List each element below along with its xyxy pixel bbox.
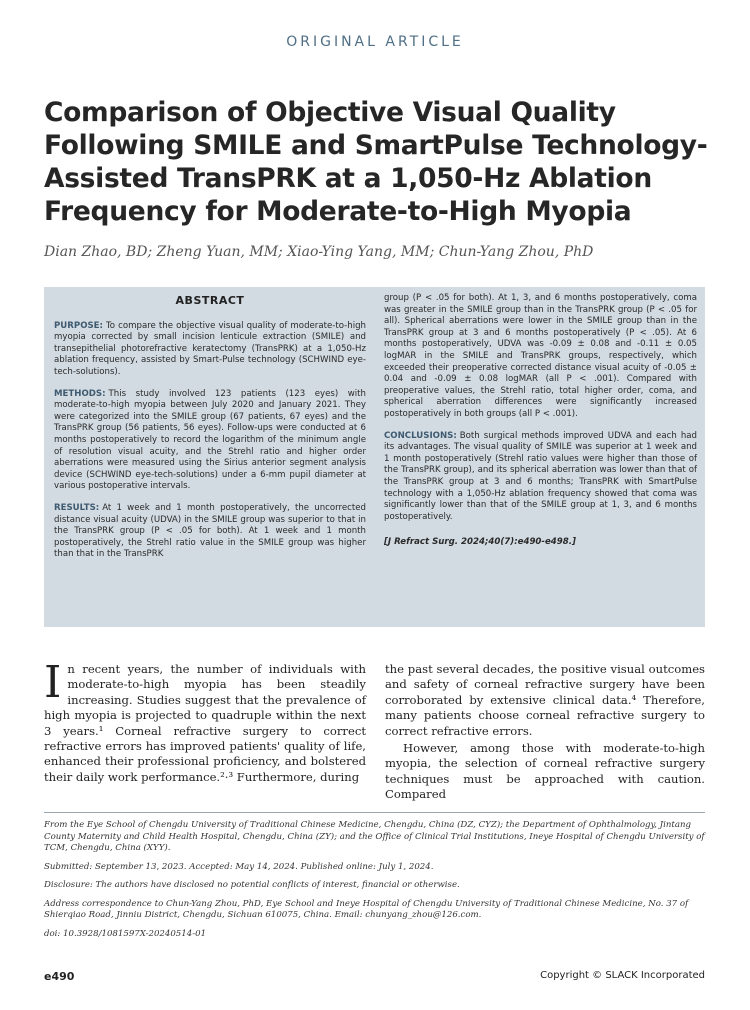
results-text-part2: group (P < .05 for both). At 1, 3, and 6 months postoperatively, coma was greater in the SMILE group than in the TransPRK group (P < .05 for all). Spherical aberrations were lower in the SMILE group than in the TransPRK group at 3 and 6 months postoperatively (P < .05). At 6 months postoperatively, UDVA was -0.09 ± 0.08 and -0.11 ± 0.05 logMAR in the SMILE and TransPRK groups, respectively, which exceeded their preoperative corrected distance visual acuity of -0.05 ± 0.04 and -0.09 ± 0.08 logMAR (all P < .001). Compared with preoperative values, the Strehl ratio, total higher order, coma, and spherical aberration differences were significantly increased postoperatively in both groups (all P < .001). bbox=[384, 293, 697, 419]
body-paragraph: However, among those with moderate-to-high myopia, the selection of corneal refractive surgery techniques must be approached with caution. Compared bbox=[385, 741, 705, 802]
results-text-part1: At 1 week and 1 month postoperatively, the uncorrected distance visual acuity (UDVA) in the SMILE group was superior to that in the TransPRK group (P < .05 for both). At 1 week and 1 month postoperatively, the Strehl ratio value in the SMILE group was higher than that in the TransPRK bbox=[54, 502, 366, 560]
body-paragraph: the past several decades, the positive visual outcomes and safety of corneal refractive surgery have been corroborated by extensive clinical data.⁴ Therefore, many patients choose corneal refractive surgery to correct refractive errors. bbox=[385, 662, 705, 738]
footnotes bbox=[44, 820, 705, 947]
article-title bbox=[44, 96, 724, 228]
purpose-text: To compare the objective visual quality of moderate-to-high myopia corrected by small incision lenticule extraction (SMILE) and transepithelial photorefractive keratectomy (TransPRK) at a 1,050-Hz ablation frequency, assisted by Smart-Pulse technology (SCHWIND eye-tech-solutions). bbox=[54, 320, 366, 377]
dates-note: Submitted: September 13, 2023. Accepted: May 14, 2024. Published online: July 1, 2024. bbox=[44, 861, 434, 872]
title-line: Assisted TransPRK at a 1,050-Hz Ablation bbox=[44, 163, 652, 194]
drop-cap: I bbox=[44, 657, 62, 708]
abstract-heading: ABSTRACT bbox=[175, 294, 245, 307]
journal-citation: [J Refract Surg. 2024;40(7):e490-e498.] bbox=[384, 537, 576, 548]
doi-note: doi: 10.3928/1081597X-20240514-01 bbox=[44, 928, 207, 939]
footnote-divider bbox=[44, 812, 705, 813]
purpose-label: PURPOSE: bbox=[54, 320, 103, 331]
correspondence-note: Address correspondence to Chun-Yang Zhou, PhD, Eye School and Ineye Hospital of Chengdu University of Traditional Chinese Medicine, No. 37 of Shierqiao Road, Jinniu District, Chengdu, Sichuan 610075, China. Email: chunyang_zhou@126.com. bbox=[44, 898, 689, 920]
title-line: Following SMILE and SmartPulse Technology- bbox=[44, 130, 708, 161]
title-line: Comparison of Objective Visual Quality bbox=[44, 97, 616, 128]
abstract-methods bbox=[54, 389, 366, 493]
abstract-column-left bbox=[54, 295, 366, 571]
body-column-right bbox=[385, 662, 705, 803]
abstract-column-right bbox=[384, 293, 697, 559]
copyright-notice: Copyright © SLACK Incorporated bbox=[540, 970, 705, 981]
disclosure-note: Disclosure: The authors have disclosed no potential conflicts of interest, financial or otherwise. bbox=[44, 880, 460, 890]
conclusions-text: Both surgical methods improved UDVA and each had its advantages. The visual quality of SMILE was superior at 1 week and 1 month postoperatively (Strehl ratio values were higher than those of the TransPRK group), and its spherical aberration was lower than that of the TransPRK group at 3 and 6 months; TransPRK with SmartPulse technology with a 1,050-Hz ablation frequency showed that coma was significantly lower than that of the SMILE group at 1, 3, and 6 months postoperatively. bbox=[384, 430, 697, 522]
page-number: e490 bbox=[44, 970, 75, 983]
author-list: Dian Zhao, BD; Zheng Yuan, MM; Xiao-Ying Yang, MM; Chun-Yang Zhou, PhD bbox=[44, 244, 594, 260]
abstract-results bbox=[54, 503, 366, 561]
conclusions-label: CONCLUSIONS: bbox=[384, 430, 457, 441]
affiliation-note: From the Eye School of Chengdu University of Traditional Chinese Medicine, Chengdu, China (DZ, CYZ); the Department of Ophthalmology, Jintang County Maternity and Child Health Hospital, Chengdu, China (ZY); and the Office of Clinical Trial Institutions, Ineye Hospital of Chengdu University of TCM, Chengdu, China (XYY). bbox=[44, 820, 705, 853]
abstract-purpose bbox=[54, 321, 366, 379]
abstract-box bbox=[44, 287, 705, 627]
abstract-conclusions bbox=[384, 431, 697, 524]
methods-text: This study involved 123 patients (123 eyes) with moderate-to-high myopia between July 2020 and January 2021. They were categorized into the SMILE group (67 patients, 67 eyes) and the TransPRK group (56 patients, 56 eyes). Follow-ups were conducted at 6 months postoperatively to record the logarithm of the minimum angle of resolution visual acuity, and the Strehl ratio and higher order aberrations were measured using the Sirius anterior segment analysis device (SCHWIND eye-tech-solutions) under a 6-mm pupil diameter at various postoperative intervals. bbox=[54, 388, 366, 492]
section-label: ORIGINAL ARTICLE bbox=[286, 34, 464, 50]
intro-paragraph bbox=[44, 657, 366, 785]
body-column-left bbox=[44, 657, 366, 785]
methods-label: METHODS: bbox=[54, 388, 106, 399]
title-line: Frequency for Moderate-to-High Myopia bbox=[44, 196, 632, 227]
results-label: RESULTS: bbox=[54, 502, 100, 513]
intro-text: n recent years, the number of individuals with moderate-to-high myopia has been steadily increasing. Studies suggest that the prevalence of high myopia is projected to quadruple within the next 3 years.¹ Corneal refractive surgery to correct refractive errors has improved patients' quality of life, enhanced their professional proficiency, and bolstered their daily work performance.²·³ Furthermore, during bbox=[44, 662, 366, 784]
